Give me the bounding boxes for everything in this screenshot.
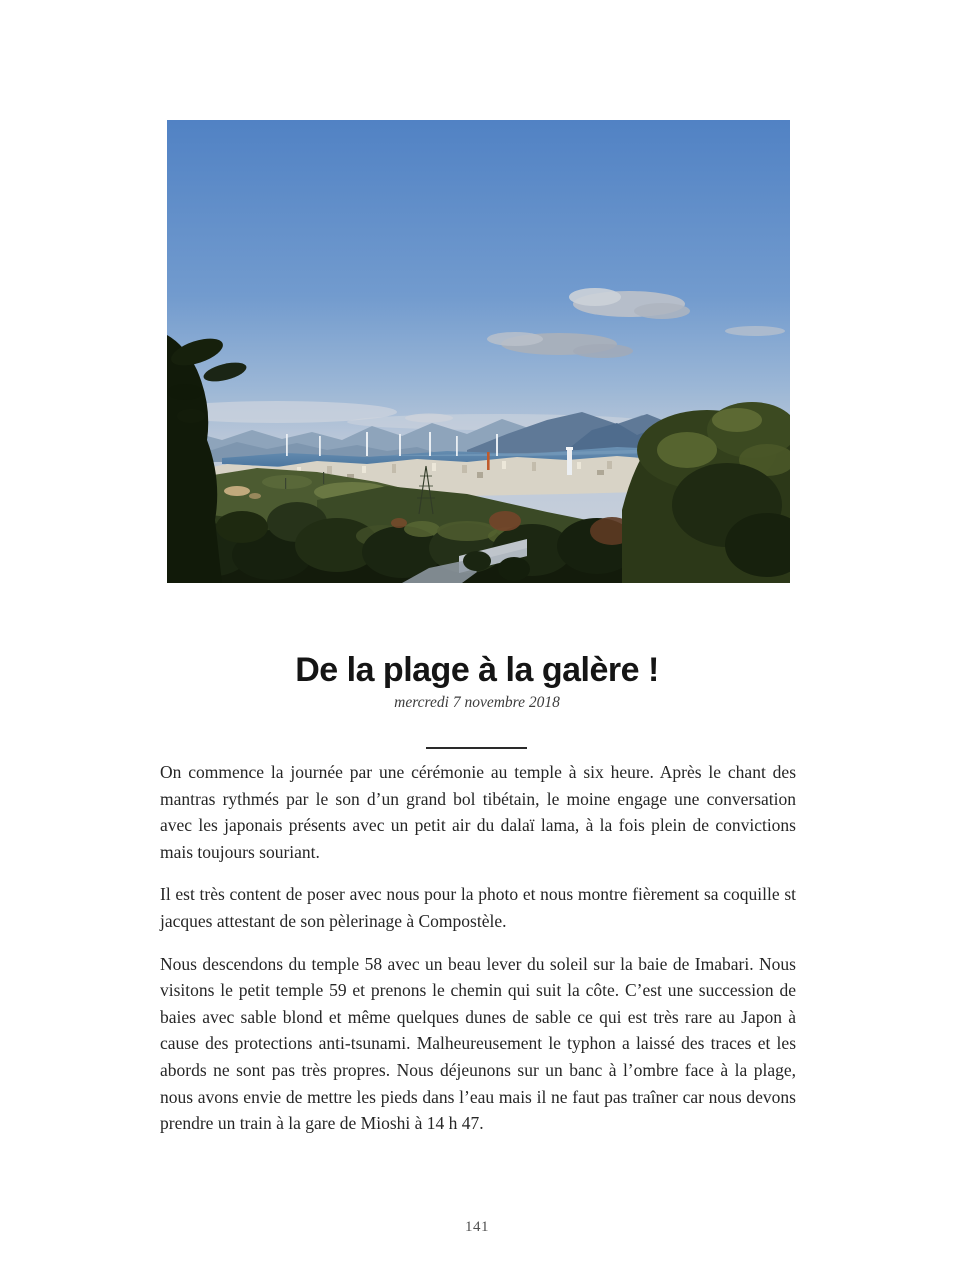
landscape-photo	[167, 120, 790, 583]
paragraph-3: Nous descendons du temple 58 avec un beau lever du soleil sur la baie de Imabari. Nous visitons le petit temple 59 et prenons le chemin qui suit la côte. C’est une succession de baies avec sable blond et même quelques dunes de sable ce qui est très rare au Japon à cause des protections anti-tsunami. Malheureusement le typhon a laissé des traces et les abords ne sont pas très propres. Nous déjeunons sur un banc à l’ombre face à la plage, nous avons envie de mettre les pieds dans l’eau mais il ne faut pas traîner car nous devons prendre un train à la gare de Mioshi à 14 h 47.	[160, 953, 796, 1134]
page-number: 141	[465, 1219, 489, 1235]
white-tower	[567, 449, 572, 475]
paragraph-1: On commence la journée par une cérémonie au temple à six heure. Après le chant des mantras rythmés par le son d’un grand bol tibétain, le moine engage une conversation avec les japonais présents avec un petit air du dalaï lama, à la fois plein de convictions mais toujours souriant.	[160, 762, 796, 862]
article-date: mercredi 7 novembre 2018	[394, 694, 560, 711]
paragraph-2: Il est très content de poser avec nous pour la photo et nous montre fièrement sa coquille st jacques attestant de son pèlerinage à Compostèle.	[160, 884, 796, 931]
landscape-photo-graphic	[167, 120, 790, 583]
sand-patch	[224, 486, 250, 496]
page-title: De la plage à la galère !	[295, 651, 659, 689]
orange-crane	[487, 452, 490, 470]
article-body	[160, 759, 796, 1153]
section-divider	[426, 747, 527, 749]
autumn-tree	[489, 511, 521, 531]
